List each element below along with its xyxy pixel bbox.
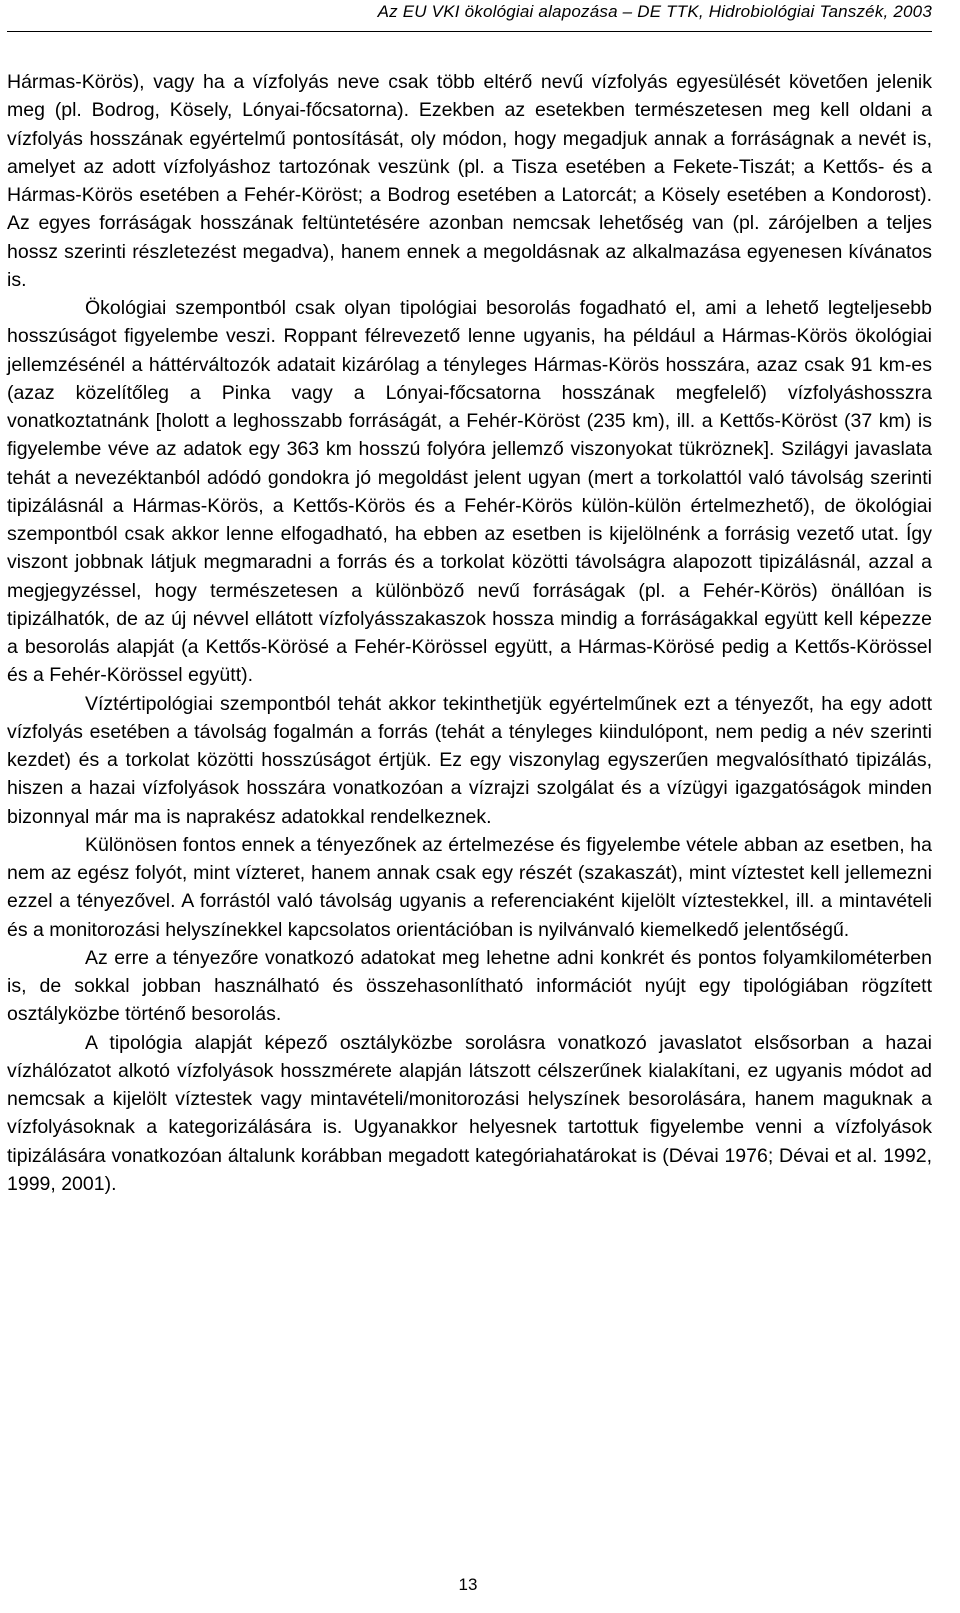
running-header: Az EU VKI ökológiai alapozása – DE TTK, Hidrobiológiai Tanszék, 2003 — [377, 2, 932, 21]
page-number: 13 — [458, 1575, 478, 1594]
document-body — [7, 68, 932, 1198]
paragraph: Az erre a tényezőre vonatkozó adatokat meg lehetne adni konkrét és pontos folyamkilométerben is, de sokkal jobban használható és összehasonlítható információt nyújt egy tipológiában rögzített osztályközbe történő besorolás. — [7, 946, 932, 1026]
paragraph: A tipológia alapját képező osztályközbe sorolásra vonatkozó javaslatot elsősorban a hazai vízhálózatot alkotó vízfolyások hosszmérete alapján látszott célszerűnek kialakítani, ez ugyanis módot ad nemcsak a kijelölt víztestek vagy mintavételi/monitorozási helyszínek besorolására, hanem maguknak a vízfolyásoknak a kategorizálására is. Ugyanakkor helyesnek tartottuk figyelembe venni a vízfolyások tipizálására vonatkozóan általunk korábban megadott kategóriahatárokat is (Dévai 1976; Dévai et al. 1992, 1999, 2001). — [7, 1031, 932, 1195]
paragraph-continued: Hármas-Körös), vagy ha a vízfolyás neve csak több eltérő nevű vízfolyás egyesülését követően jelenik meg (pl. Bodrog, Kösely, Lónyai-főcsatorna). Ezekben az esetekben természetesen meg kell oldani a vízfolyás hosszának egyértelmű pontosítását, oly módon, hogy megadjuk annak a forráságnak a nevét is, amelyet az adott vízfolyáshoz tartozónak veszünk (pl. a Tisza esetében a Fekete-Tiszát; a Kettős- és a Hármas-Körös esetében a Fehér-Köröst; a Bodrog esetében a Latorcát; a Kösely esetében a Kondorost). Az egyes forráságak hosszának feltüntetésére azonban nemcsak lehetőség van (pl. zárójelben a teljes hossz szerinti részletezést megadva), hanem ennek a megoldásnak az alkalmazása egyenesen kívánatos is. — [7, 71, 932, 291]
paragraph: Ökológiai szempontból csak olyan tipológiai besorolás fogadható el, ami a lehető legteljesebb hosszúságot figyelembe veszi. Roppant félrevezető lenne ugyanis, ha például a Hármas-Körös ökológiai jellemzésénél a háttérváltozók adatait kizárólag a tényleges Hármas-Körös hosszára, azaz csak 91 km-es (azaz közelítőleg a Pinka vagy a Lónyai-főcsatorna hosszának megfelelő) vízfolyáshosszra vonatkoztatnánk [holott a leghosszabb forráságát, a Fehér-Köröst (235 km), ill. a Kettős-Köröst (37 km) is figyelembe véve az adatok egy 363 km hosszú folyóra jellemző viszonyokat tükröznek]. Szilágyi javaslata tehát a nevezéktanból adódó gondokra jó megoldást jelent ugyan (mert a torkolattól való távolság szerinti tipizálásnál a Hármas-Körös, a Kettős-Körös és a Fehér-Körös külön-külön értelmezhető), de ökológiai szempontból csak akkor lenne elfogadható, ha ebben az esetben is kijelölnénk a forrásig vezető utat. Így viszont jobbnak látjuk megmaradni a forrás és a torkolat közötti távolságra alapozott tipizálásnál, azzal a megjegyzéssel, hogy természetesen a különböző nevű forráságak (pl. a Fehér-Körös) önállóan is tipizálhatók, de az új névvel ellátott vízfolyásszakaszok hossza mindig a forráságakkal együtt kell képezze a besorolás alapját (a Kettős-Körösé a Fehér-Körössel együtt, a Hármas-Körösé pedig a Kettős-Körössel és a Fehér-Körössel együtt). — [7, 297, 932, 687]
paragraph: Különösen fontos ennek a tényezőnek az értelmezése és figyelembe vétele abban az esetben, ha nem az egész folyót, mint vízteret, hanem annak csak egy részét (szakaszát), mint víztestet kell jellemezni ezzel a tényezővel. A forrástól való távolság ugyanis a referenciaként kijelölt víztestekkel, ill. a mintavételi és a monitorozási helyszínekkel kapcsolatos orientációban is nyilvánvaló kiemelkedő jelentőségű. — [7, 833, 932, 941]
header-divider — [7, 31, 932, 32]
paragraph: Víztértipológiai szempontból tehát akkor tekinthetjük egyértelműnek ezt a tényezőt, ha egy adott vízfolyás esetében a távolság fogalmán a forrás (tehát a tényleges kiindulópont, nem pedig a név szerinti kezdet) és a torkolat közötti hosszúságot értjük. Ez egy viszonylag egyszerűen megvalósítható tipizálás, hiszen a hazai vízfolyások hosszára vonatkozóan a vízrajzi szolgálat és a vízügyi igazgatóságok minden bizonnyal már ma is naprakész adatokkal rendelkeznek. — [7, 692, 932, 828]
